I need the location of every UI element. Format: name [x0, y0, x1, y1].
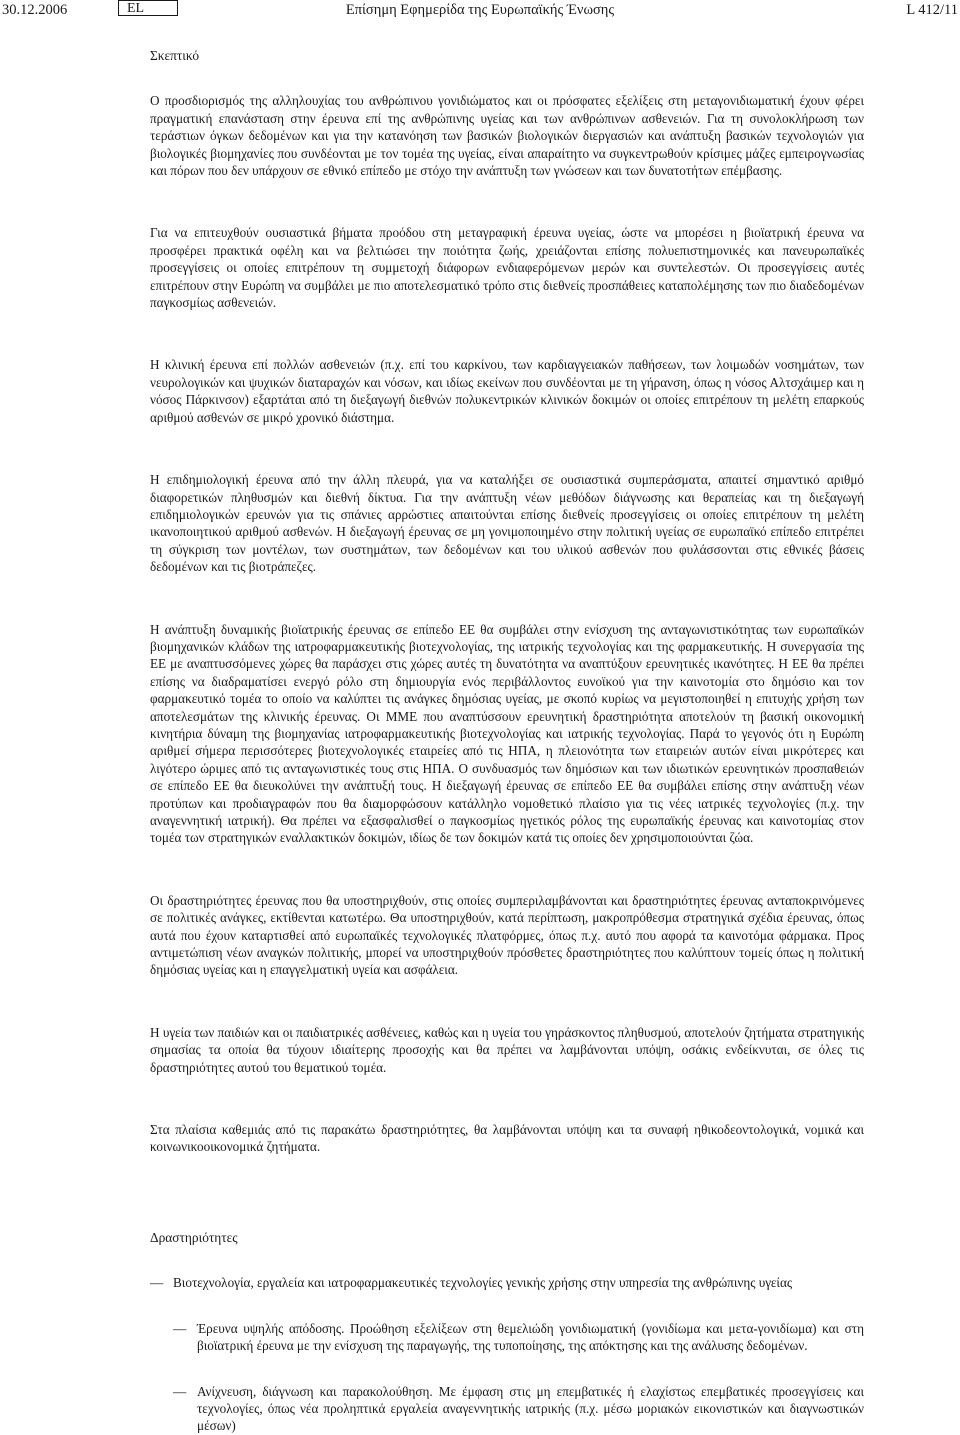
publication-date: 30.12.2006 — [2, 2, 68, 18]
list-item-text: Βιοτεχνολογία, εργαλεία και ιατροφαρμακευτικές τεχνολογίες γενικής χρήσης στην υπηρεσία της ανθρώπινης υγείας — [173, 1275, 793, 1291]
section-heading-rationale: Σκεπτικό — [150, 48, 200, 63]
paragraph: Η ανάπτυξη δυναμικής βιοϊατρικής έρευνας σε επίπεδο ΕΕ θα συμβάλει στην ενίσχυση της ανταγωνιστικότητας των ευρωπαϊκών βιομηχανικών κλάδων της ιατροφαρμακευτικής βιοτεχνολογίας, της ιατρικής τεχνολογίας και της φαρμακευτικής. Η συνεργασία της ΕΕ με αναπτυσσόμενες χώρες θα παράσχει στις χώρες αυτές τη δυνατότητα να αναπτύξουν ερευνητικές ικανότητες. Η ΕΕ θα πρέπει επίσης να διαδραματίσει ενεργό ρόλο στη δημιουργία ενός περιβάλλοντος ευνοϊκού για την καινοτομία στο δημόσιο και τον φαρμακευτικό τομέα το οποίο να καλύπτει τις ανάγκες δημόσιας υγείας, με σκοπό κυρίως να μεγιστοποιηθεί η επιτυχής χρήση των αποτελεσμάτων της κλινικής έρευνας. Οι ΜΜΕ που αναπτύσσουν ερευνητική δραστηριότητα αποτελούν τη βασική οικονομική κινητήρια δύναμη της βιομηχανίας ιατροφαρμακευτικής βιοτεχνολογίας και ιατρικής τεχνολογίας. Παρά το γεγονός ότι η Ευρώπη αριθμεί σήμερα περισσότερες βιοτεχνολογικές εταιρείες από τις ΗΠΑ, η πλειονότητα των εταιρειών αυτών είναι μικρότερες και λιγότερο ώριμες από τις ανταγωνιστικές τους στις ΗΠΑ. Ο συνδυασμός των δημόσιων και των ιδιωτικών ερευνητικών προσπαθειών σε επίπεδο ΕΕ θα διευκολύνει την ανάπτυξή τους. Η διεξαγωγή έρευνας σε επίπεδο ΕΕ θα συμβάλει επίσης στην ανάπτυξη νέων προτύπων και προδιαγραφών που θα διαμορφώσουν κατάλληλο νομοθετικό πλαίσιο για τις νέες ιατρικές τεχνολογίες (π.χ. την αναγεννητική ιατρική). Θα πρέπει να εξασφαλισθεί ο παγκοσμίως ηγετικός ρόλος της ευρωπαϊκής έρευνας και καινοτομίας στον τομέα των στρατηγικών εναλλακτικών δοκιμών, ιδίως δε των δοκιμών κατά τις οποίες δεν χρησιμοποιούνται ζώα. — [150, 621, 864, 846]
paragraph: Στα πλαίσια καθεμιάς από τις παρακάτω δραστηριότητες, θα λαμβάνονται υπόψη και τα συναφή ηθικοδεοντολογικά, νομικά και κοινωνικοοικονομικά ζητήματα. — [150, 1122, 864, 1155]
sub-list-item-text: Έρευνα υψηλής απόδοσης. Προώθηση εξελίξεων στη θεμελιώδη γονιδιωματική (γονιδίωμα και μετα-γονιδίωμα) και στη βιοϊατρική έρευνα με την ενίσχυση της παραγωγής, της τυποποίησης, της απόκτησης και της ανάλυσης δεδομένων. — [197, 1320, 864, 1354]
dash-bullet: — — [173, 1320, 187, 1336]
section-heading-activities: Δραστηριότητες — [150, 1229, 238, 1245]
dash-bullet: — — [173, 1383, 187, 1399]
paragraph: Οι δραστηριότητες έρευνας που θα υποστηριχθούν, στις οποίες συμπεριλαμβάνονται και δραστηριότητες έρευνας ανταποκρινόμενες σε πολιτικές ανάγκες, εκτίθενται κατωτέρω. Θα υποστηριχθούν, κατά περίπτωση, μακροπρόθεσμα στρατηγικά σχέδια έρευνας, όπως αυτά που έχουν καταρτισθεί από ευρωπαϊκές τεχνολογικές πλατφόρμες, όπως π.χ. αυτό που αφορά τα καινοτόμα φάρμακα. Προς αντιμετώπιση νέων αναγκών πολιτικής, μπορεί να υποστηριχθούν πρόσθετες δραστηριότητες που καλύπτουν τομείς όπως η πολιτική δημόσιας υγείας και η επαγγελματική υγεία και ασφάλεια. — [150, 892, 864, 978]
sub-list-item-text: Ανίχνευση, διάγνωση και παρακολούθηση. Με έμφαση στις μη επεμβατικές ή ελαχίστως επεμβατικές προσεγγίσεις και τεχνολογίες, όπως νέα προληπτικά εργαλεία αναγεννητικής ιατρικής (π.χ. μέσω μοριακών εικονιστικών και διαγνωστικών μέσων) — [197, 1383, 864, 1434]
document-body — [150, 47, 864, 1435]
dash-bullet: — — [150, 1275, 164, 1291]
paragraph: Η υγεία των παιδιών και οι παιδιατρικές ασθένειες, καθώς και η υγεία του γηράσκοντος πληθυσμού, αποτελούν ζητήματα στρατηγικής σημασίας τα οποία θα τύχουν ιδιαίτερης προσοχής και θα πρέπει να λαμβάνονται υπόψη, οσάκις ενδείκνυται, σε όλες τις δραστηριότητες αυτού του θεματικού τομέα. — [150, 1024, 864, 1075]
paragraph: Η κλινική έρευνα επί πολλών ασθενειών (π.χ. επί του καρκίνου, των καρδιαγγειακών παθήσεων, των λοιμωδών νοσημάτων, των νευρολογικών και ψυχικών διαταραχών και νόσων, και ιδίως εκείνων που συνδέονται με τη γήρανση, όπως η νόσος Αλτσχάιμερ και η νόσος Πάρκινσον) εξαρτάται από τη διεξαγωγή διεθνών πολυκεντρικών κλινικών δοκιμών οι οποίες επιτρέπουν τη μελέτη επαρκούς αριθμού ασθενών σε μικρό χρονικό διάστημα. — [150, 357, 864, 425]
page-reference: L 412/11 — [906, 2, 958, 18]
page-header — [0, 0, 960, 20]
paragraph: Για να επιτευχθούν ουσιαστικά βήματα προόδου στη μεταγραφική έρευνα υγείας, ώστε να μπορέσει η βιοϊατρική έρευνα να προσφέρει πρακτικά οφέλη και να βελτιώσει την ποιότητα ζωής, χρειάζονται επίσης πολυεπιστημονικές και πανευρωπαϊκές προσεγγίσεις οι οποίες επιτρέπουν τη συμμετοχή διάφορων ενδιαφερόμενων μερών και συντελεστών. Οι προσεγγίσεις αυτές επιτρέπουν στην Ευρώπη να συμβάλει με πιο αποτελεσματικό τρόπο στις διεθνείς προσπάθειες καταπολέμησης των πιο διαδεδομένων παγκοσμίως ασθενειών. — [150, 225, 864, 311]
list-item — [150, 1274, 864, 1291]
language-code-box: EL — [118, 0, 178, 16]
paragraph: Η επιδημιολογική έρευνα από την άλλη πλευρά, για να καταλήξει σε ουσιαστικά συμπεράσματα, απαιτεί σημαντικό αριθμό διαφορετικών πληθυσμών και διεθνή δίκτυα. Για την ανάπτυξη νέων μεθόδων διάγνωσης και θεραπείας και τη διεξαγωγή επιδημιολογικών ερευνών για τις σπάνιες αρρώστιες απαιτούνται επίσης διεθνείς προσεγγίσεις οι οποίες επιτρέπουν τη μελέτη ικανοποιητικού αριθμού ασθενών. Η διεξαγωγή έρευνας σε μη γονιμοποιημένο στην πολιτική υγείας σε ευρωπαϊκό επίπεδο επιτρέπει τη σύγκριση των μοντέλων, των συστημάτων, των δεδομένων και του υλικού ασθενών που φυλάσσονται στις εθνικές βάσεις δεδομένων και τις βιοτράπεζες. — [150, 472, 864, 575]
paragraph: Ο προσδιορισμός της αλληλουχίας του ανθρώπινου γονιδιώματος και οι πρόσφατες εξελίξεις στη μεταγονιδιωματική έχουν φέρει πραγματική επανάσταση στην έρευνα επί της ανθρώπινης υγείας και των ανθρώπινων ασθενειών. Για τη συνολοκλήρωση των τεράστιων όγκων δεδομένων και για την κατανόηση των βασικών βιολογικών διεργασιών και ανάπτυξη βασικών τεχνολογιών για βιολογικές βιομηχανίες που συνδέονται με τον τομέα της υγείας, είναι απαραίτητο να συγκεντρωθούν κρίσιμες μάζες εμπειρογνωσίας και πόρων που δεν υπάρχουν σε εθνικό επίπεδο με στόχο την ανάπτυξη των γνώσεων και των δυνατοτήτων επέμβασης. — [150, 93, 864, 179]
sub-list-item — [150, 1383, 864, 1435]
sub-list-item — [150, 1320, 864, 1355]
journal-title: Επίσημη Εφημερίδα της Ευρωπαϊκής Ένωσης — [345, 2, 615, 18]
